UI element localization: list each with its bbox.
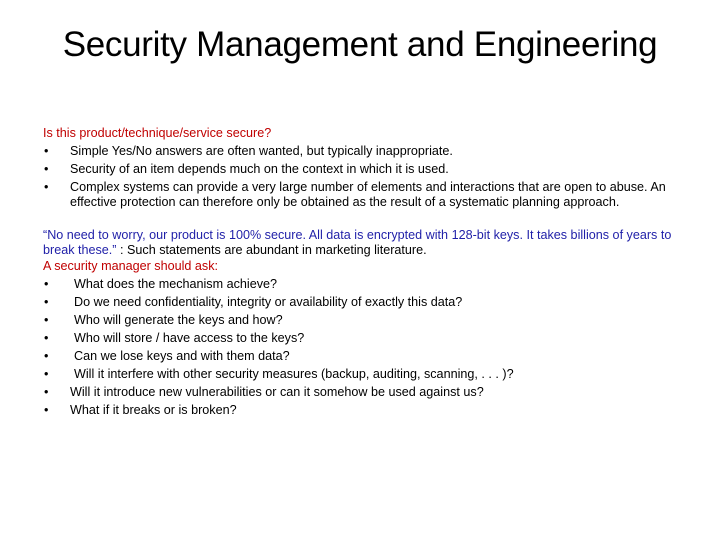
slide-title: Security Management and Engineering — [62, 25, 658, 64]
bullet-icon: • — [44, 295, 49, 309]
list-item-text: What does the mechanism achieve? — [74, 277, 278, 291]
list-item-text: Security of an item depends much on the context in which it is used. — [70, 162, 449, 176]
list-item-text: Will it interfere with other security measures (backup, auditing, scanning, . . . )? — [74, 367, 514, 381]
list-item — [43, 180, 683, 210]
quote-commentary: : Such statements are abundant in marketing literature. — [116, 243, 427, 257]
marketing-quote-paragraph — [43, 228, 683, 258]
list-item-text: Will it introduce new vulnerabilities or can it somehow be used against us? — [70, 385, 484, 399]
list-item — [43, 349, 683, 364]
list-item — [43, 385, 683, 400]
list-item — [43, 144, 683, 159]
bullet-icon: • — [44, 277, 49, 291]
list-item-text: What if it breaks or is broken? — [70, 403, 237, 417]
list-item-text: Do we need confidentiality, integrity or availability of exactly this data? — [74, 295, 463, 309]
list-item-text: Can we lose keys and with them data? — [74, 349, 290, 363]
bullet-icon: • — [44, 313, 49, 327]
list-item — [43, 367, 683, 382]
question-heading: Is this product/technique/service secure? — [43, 126, 272, 140]
bullet-icon: • — [44, 385, 49, 399]
list-item — [43, 277, 683, 292]
list-item-text: Complex systems can provide a very large number of elements and interactions that are open to abuse. An effective protection can therefore only be obtained as the result of a systematic planning approach. — [70, 180, 666, 209]
list-item-text: Simple Yes/No answers are often wanted, but typically inappropriate. — [70, 144, 453, 158]
bullet-icon: • — [44, 331, 49, 345]
spacer — [43, 213, 683, 228]
list-item-text: Who will generate the keys and how? — [74, 313, 283, 327]
ask-heading: A security manager should ask: — [43, 259, 219, 273]
list-item — [43, 313, 683, 328]
bullet-icon: • — [44, 180, 49, 194]
list-item — [43, 295, 683, 310]
slide-body — [43, 126, 683, 421]
bullet-icon: • — [44, 403, 49, 417]
context-bullet-list — [43, 144, 683, 210]
list-item — [43, 331, 683, 346]
manager-questions-list — [43, 277, 683, 418]
list-item — [43, 403, 683, 418]
marketing-quote: “No need to worry, our product is 100% secure. All data is encrypted with 128-bit keys. It takes billions of years to break these.” — [43, 228, 672, 257]
bullet-icon: • — [44, 367, 49, 381]
list-item-text: Who will store / have access to the keys? — [74, 331, 305, 345]
bullet-icon: • — [44, 162, 49, 176]
list-item — [43, 162, 683, 177]
bullet-icon: • — [44, 349, 49, 363]
bullet-icon: • — [44, 144, 49, 158]
